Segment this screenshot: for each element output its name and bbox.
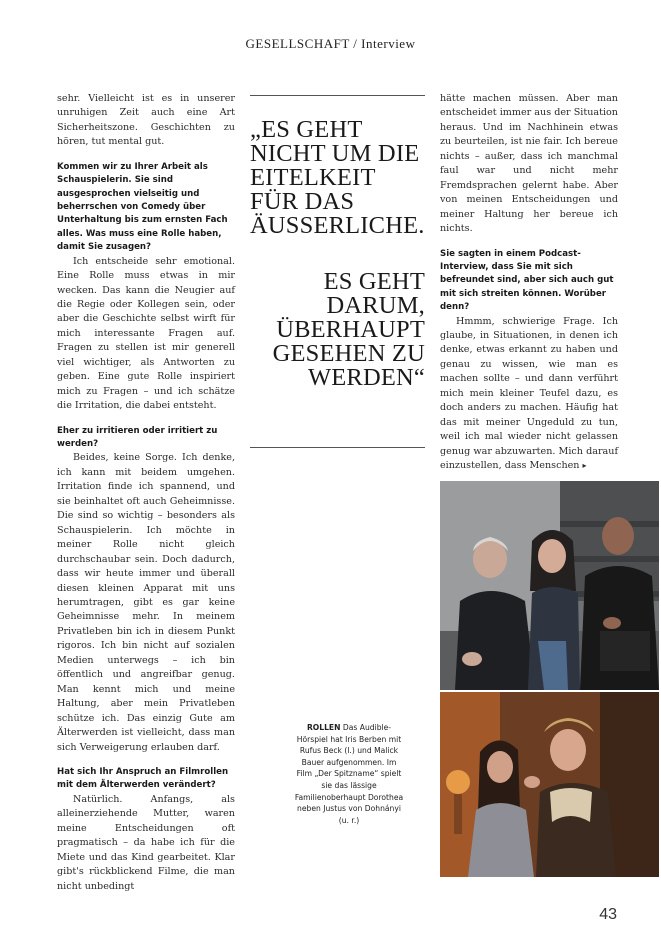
- body-paragraph-text: Hmmm, schwierige Frage. Ich glaube, in Situationen, in denen ich denke, etwas erkannt zu haben und genau zu wissen, wie man es machen sollte – und dann verführt mich mein kleiner Teufel dazu, es doch anders zu machen. Häufig hat das mit meiner Ungeduld zu tun, weil ich mal wieder nicht gelassen genug war abzuwarten. Mich darauf einzustellen, dass Menschen: [440, 315, 618, 472]
- body-paragraph: Ich entscheide sehr emotional. Eine Rolle muss etwas in mir wecken. Das kann die Neugier auf die Regie oder Kollegen sein, oder aber die Geschichte selbst wirft für mich interessante Fragen auf. Fragen zu stellen ist mir generell viel wichtiger, als Antworten zu geben. Eine gute Rolle inspiriert mich zu Fragen – und ich schätze die Irritation, die dabei entsteht.: [57, 255, 235, 412]
- article-type: Interview: [361, 36, 416, 51]
- section-separator: /: [349, 36, 362, 51]
- interview-question: Kommen wir zu Ihrer Arbeit als Schauspielerin. Sie sind ausgesprochen vielseitig und beherrschen von Comedy über Unterhaltung bis zum ernsten Fach alles. Was muss eine Rolle haben, damit Sie zusagen?: [57, 161, 228, 253]
- article-column-left: [57, 92, 235, 894]
- caption-label: ROLLEN: [306, 723, 341, 732]
- page-number: 43: [599, 906, 617, 923]
- body-paragraph: hätte machen müssen. Aber man entscheidet immer aus der Situation heraus. Und im Nachhinein etwas zu beurteilen, ist nie fair. Ich bereue nichts – außer, dass ich manchmal faul war und nicht mehr Fremdsprachen gelernt habe. Aber von meinen Entscheidungen und meiner Haltung her bereue ich nichts.: [440, 93, 618, 235]
- film-still-photo: [440, 692, 659, 877]
- interview-question: Eher zu irritieren oder irritiert zu werden?: [57, 425, 218, 450]
- body-paragraph: [440, 315, 618, 474]
- photo-caption: [293, 722, 405, 826]
- pull-quote-part-2: ES GEHT DARUM, ÜBERHAUPT GESEHEN ZU WERDEN“: [272, 268, 425, 391]
- body-paragraph: sehr. Vielleicht ist es in unserer unruhigen Zeit auch eine Art Sicherheitszone. Geschichten zu hören, tut mental gut.: [57, 93, 235, 148]
- section-name: GESELLSCHAFT: [245, 36, 350, 51]
- section-header: [0, 36, 661, 52]
- quote-bottom-rule: [250, 447, 425, 448]
- article-column-right: [440, 92, 618, 474]
- body-paragraph: Beides, keine Sorge. Ich denke, ich kann mit beidem umgehen. Irritation finde ich spannend, und sie beinhaltet oft auch Geheimnisse. Die sind so wichtig – besonders als Schauspielerin. Ich möchte in meiner Rolle nicht gleich durchschaubar sein. Doch dadurch, dass wir heute immer und überall diesen kleinen Apparat mit uns herumtragen, gibt es gar keine Geheimnisse mehr. In meinem Privatleben bin ich in diesem Punkt rigoros. Ich bin nicht auf sozialen Medien unterwegs – ich bin öffentlich und angreifbar genug. Man kennt mich und meine Haltung, aber mein Privatleben schütze ich. Das einzig Gute am Älterwerden ist vielleicht, dass man sich Verweigerung erlauben darf.: [57, 452, 235, 753]
- group-portrait-photo: [440, 481, 659, 690]
- interview-question: Hat sich Ihr Anspruch an Filmrollen mit dem Älterwerden verändert?: [57, 766, 229, 791]
- pull-quote-part-1: „ES GEHT NICHT UM DIE EITELKEIT FÜR DAS ÄUSSERLICHE.: [250, 116, 425, 239]
- quote-top-rule: [250, 95, 425, 96]
- continue-arrow-icon: ▸: [582, 461, 587, 471]
- interview-question: Sie sagten in einem Podcast-Interview, dass Sie mit sich befreundet sind, aber sich auch gut mit sich streiten können. Worüber denn?: [440, 248, 614, 313]
- caption-text: Das Audible-Hörspiel hat Iris Berben mit Rufus Beck (l.) und Malick Bauer aufgenommen. Im Film „Der Spitzname“ spielt sie das lässige Familienoberhaupt Dorothea neben Justus von Dohnányi (u. r.): [294, 723, 404, 825]
- body-paragraph: Natürlich. Anfangs, als alleinerziehende Mutter, waren meine Entscheidungen oft pragmatisch – da habe ich für die Miete und das Kind gearbeitet. Klar gibt's rückblickend Filme, die man nicht unbedingt: [57, 793, 235, 892]
